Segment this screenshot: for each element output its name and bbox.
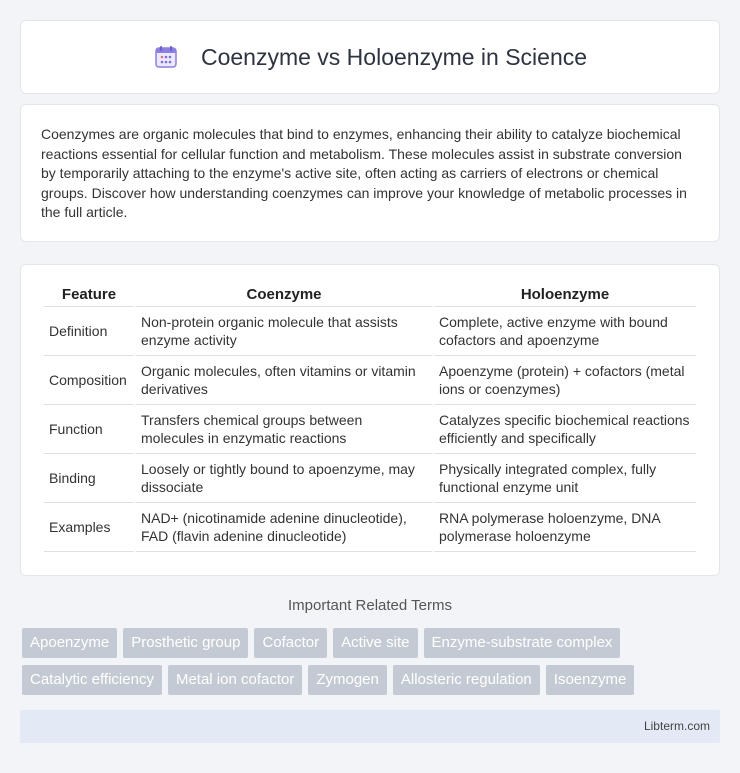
feature-cell: Function xyxy=(44,405,134,454)
tag-prosthetic-group[interactable]: Prosthetic group xyxy=(123,628,248,658)
header-card xyxy=(20,20,720,94)
footer-brand-link[interactable]: Libterm.com xyxy=(643,719,710,733)
intro-card xyxy=(20,104,720,242)
holoenzyme-cell: RNA polymerase holoenzyme, DNA polymerase holoenzyme xyxy=(434,503,696,552)
header-feature: Feature xyxy=(44,285,134,307)
table-row xyxy=(44,405,696,454)
header-coenzyme: Coenzyme xyxy=(136,285,432,307)
feature-cell: Composition xyxy=(44,356,134,405)
tag-row xyxy=(22,628,722,658)
tag-cofactor[interactable]: Cofactor xyxy=(254,628,327,658)
coenzyme-cell: Loosely or tightly bound to apoenzyme, may dissociate xyxy=(136,454,432,503)
holoenzyme-cell: Physically integrated complex, fully functional enzyme unit xyxy=(434,454,696,503)
table-row xyxy=(44,454,696,503)
tag-active-site[interactable]: Active site xyxy=(333,628,417,658)
intro-text: Coenzymes are organic molecules that bind to enzymes, enhancing their ability to catalyze biochemical reactions essential for cellular function and metabolism. These molecules assist in substrate conversion by temporarily attaching to the enzyme's active site, often acting as carriers of electrons or chemical groups. Discover how understanding coenzymes can improve your knowledge of metabolic processes in the full article. xyxy=(41,126,687,221)
footer xyxy=(20,710,720,743)
tag-isoenzyme[interactable]: Isoenzyme xyxy=(546,665,635,695)
coenzyme-cell: Non-protein organic molecule that assists enzyme activity xyxy=(136,307,432,356)
related-terms-title: Important Related Terms xyxy=(288,597,452,614)
coenzyme-cell: Organic molecules, often vitamins or vitamin derivatives xyxy=(136,356,432,405)
holoenzyme-cell: Apoenzyme (protein) + cofactors (metal ions or coenzymes) xyxy=(434,356,696,405)
tag-allosteric-regulation[interactable]: Allosteric regulation xyxy=(393,665,540,695)
feature-cell: Definition xyxy=(44,307,134,356)
table-row xyxy=(44,356,696,405)
tag-catalytic-efficiency[interactable]: Catalytic efficiency xyxy=(22,665,162,695)
tag-metal-ion-cofactor[interactable]: Metal ion cofactor xyxy=(168,665,302,695)
header-holoenzyme: Holoenzyme xyxy=(434,285,696,307)
feature-cell: Binding xyxy=(44,454,134,503)
comparison-table-card xyxy=(20,264,720,576)
table-header-row xyxy=(44,285,696,307)
tag-apoenzyme[interactable]: Apoenzyme xyxy=(22,628,117,658)
table-row xyxy=(44,307,696,356)
calendar-icon xyxy=(153,44,179,70)
tag-enzyme-substrate-complex[interactable]: Enzyme-substrate complex xyxy=(424,628,621,658)
comparison-table xyxy=(42,285,698,552)
page-title: Coenzyme vs Holoenzyme in Science xyxy=(200,43,588,70)
table-row xyxy=(44,503,696,552)
holoenzyme-cell: Complete, active enzyme with bound cofactors and apoenzyme xyxy=(434,307,696,356)
coenzyme-cell: Transfers chemical groups between molecules in enzymatic reactions xyxy=(136,405,432,454)
tag-row xyxy=(22,665,722,695)
feature-cell: Examples xyxy=(44,503,134,552)
tag-zymogen[interactable]: Zymogen xyxy=(308,665,387,695)
coenzyme-cell: NAD+ (nicotinamide adenine dinucleotide), FAD (flavin adenine dinucleotide) xyxy=(136,503,432,552)
related-terms xyxy=(22,628,722,702)
holoenzyme-cell: Catalyzes specific biochemical reactions efficiently and specifically xyxy=(434,405,696,454)
